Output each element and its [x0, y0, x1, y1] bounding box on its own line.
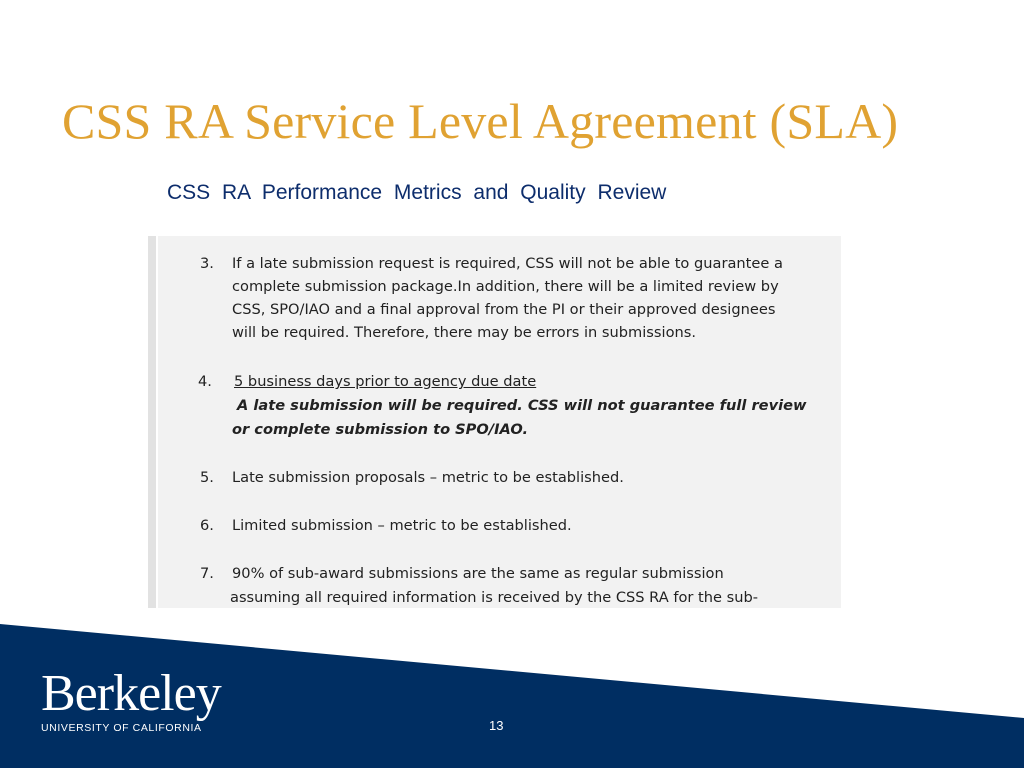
- logo-wordmark: Berkeley: [41, 665, 221, 722]
- item-6-number: 6.: [200, 517, 214, 534]
- slide-title: CSS RA Service Level Agreement (SLA): [62, 93, 899, 149]
- page-number: 13: [489, 718, 504, 733]
- item-4-heading: 5 business days prior to agency due date: [234, 373, 537, 390]
- item-3-line: complete submission package.In addition, there will be a limited review by: [232, 278, 779, 295]
- item-3-number: 3.: [200, 255, 214, 272]
- excerpt-edge: [148, 236, 158, 608]
- item-6-text: Limited submission – metric to be established.: [232, 517, 572, 534]
- item-3-line: CSS, SPO/IAO and a final approval from the PI or their approved designees: [232, 301, 776, 318]
- item-5-number: 5.: [200, 469, 214, 486]
- item-7-line: 90% of sub-award submissions are the same as regular submission: [232, 565, 724, 582]
- item-3-line: If a late submission request is required, CSS will not be able to guarantee a: [232, 255, 783, 272]
- item-7-line: assuming all required information is received by the CSS RA for the sub-: [230, 589, 759, 606]
- item-7-number: 7.: [200, 565, 214, 582]
- item-4-number: 4.: [198, 373, 212, 390]
- logo-tagline: UNIVERSITY OF CALIFORNIA: [41, 722, 202, 734]
- berkeley-logo: [41, 665, 221, 734]
- slide-subtitle: CSS RA Performance Metrics and Quality Review: [167, 181, 667, 204]
- item-3-line: will be required. Therefore, there may be errors in submissions.: [232, 324, 696, 341]
- item-4-bold-line: or complete submission to SPO/IAO.: [232, 421, 529, 438]
- item-5-text: Late submission proposals – metric to be established.: [232, 469, 624, 486]
- document-excerpt: [148, 236, 841, 608]
- item-4-bold-line: A late submission will be required. CSS will not guarantee full review: [237, 397, 807, 414]
